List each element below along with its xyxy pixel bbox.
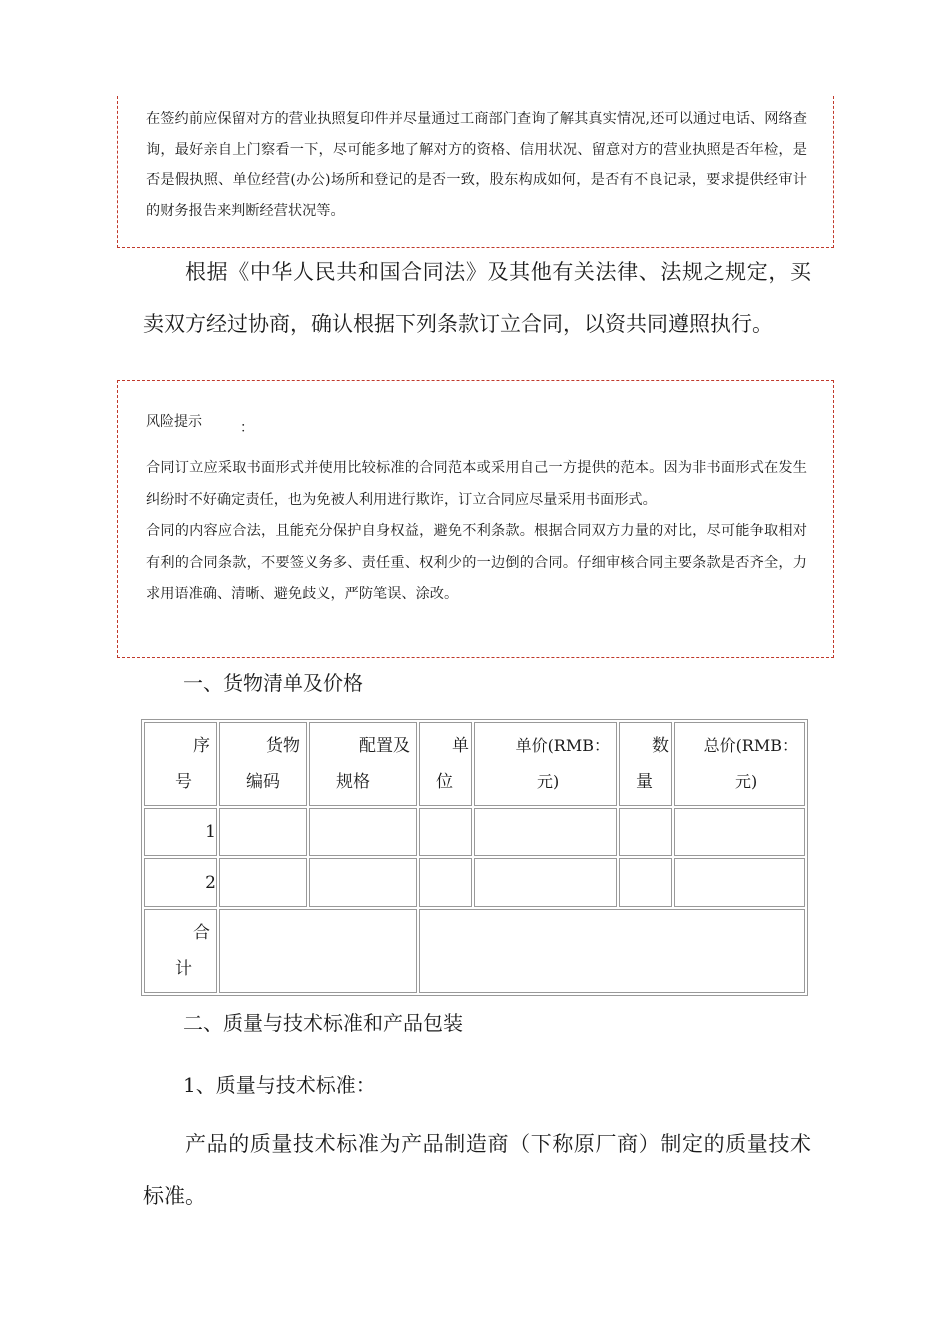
total-amount-cell xyxy=(419,909,805,993)
goods-table xyxy=(141,719,808,996)
row-cell xyxy=(419,858,472,906)
row-seq: 2 xyxy=(144,858,217,906)
quality-paragraph: 产品的质量技术标准为产品制造商（下称原厂商）制定的质量技术标准。 xyxy=(143,1132,811,1208)
row-cell xyxy=(474,808,617,856)
risk-note-box xyxy=(117,96,834,248)
risk-note-text: 在签约前应保留对方的营业执照复印件并尽量通过工商部门查询了解其真实情况,还可以通过电话、网络查询，最好亲自上门察看一下，尽可能多地了解对方的资格、信用状况、留意对方的营业执照是否年检，是否是假执照、单位经营(办公)场所和登记的是否一致，股东构成如何，是否有不良记录，要求提供经审计的财务报告来判断经营状况等。 xyxy=(146,111,807,219)
row-cell xyxy=(619,858,672,906)
risk-warning-para-1: 合同订立应采取书面形式并使用比较标准的合同范本或采用自己一方提供的范本。因为非书面形式在发生纠纷时不好确定责任，也为免被人利用进行欺诈，订立合同应尽量采用书面形式。 xyxy=(146,460,807,508)
table-row xyxy=(144,858,805,906)
header-code: 货物 编码 xyxy=(219,722,307,806)
risk-warning-box xyxy=(117,380,834,658)
header-seq: 序 号 xyxy=(144,722,217,806)
row-cell xyxy=(219,808,307,856)
risk-warning-body xyxy=(118,453,833,611)
row-cell xyxy=(474,858,617,906)
section-2-heading: 二、质量与技术标准和产品包装 xyxy=(183,1011,463,1035)
header-spec: 配置及 规格 xyxy=(309,722,417,806)
subsection-heading: 1、质量与技术标准： xyxy=(183,1073,376,1097)
table-header-row xyxy=(144,722,805,806)
row-cell xyxy=(674,808,805,856)
row-cell xyxy=(619,808,672,856)
row-cell xyxy=(674,858,805,906)
risk-warning-para-2: 合同的内容应合法，且能充分保护自身权益，避免不利条款。根据合同双方力量的对比，尽可能争取相对有利的合同条款，不要签义务多、责任重、权利少的一边倒的合同。仔细审核合同主要条款是否齐全，力求用语准确、清晰、避免歧义，严防笔误、涂改。 xyxy=(146,523,807,602)
header-total-price: 总价(RMB： 元) xyxy=(674,722,805,806)
header-unit: 单 位 xyxy=(419,722,472,806)
table-total-row xyxy=(144,909,805,993)
row-cell xyxy=(219,858,307,906)
row-cell xyxy=(309,858,417,906)
row-cell xyxy=(309,808,417,856)
section-1-heading: 一、货物清单及价格 xyxy=(183,671,363,695)
intro-paragraph: 根据《中华人民共和国合同法》及其他有关法律、法规之规定，买卖双方经过协商，确认根据下列条款订立合同，以资共同遵照执行。 xyxy=(143,260,811,336)
header-unit-price: 单价(RMB： 元) xyxy=(474,722,617,806)
risk-warning-colon: ： xyxy=(240,420,254,436)
risk-warning-title: 风险提示 xyxy=(146,414,202,430)
header-qty: 数 量 xyxy=(619,722,672,806)
total-label: 合 计 xyxy=(144,909,217,993)
row-seq: 1 xyxy=(144,808,217,856)
total-cell xyxy=(219,909,417,993)
row-cell xyxy=(419,808,472,856)
table-row xyxy=(144,808,805,856)
